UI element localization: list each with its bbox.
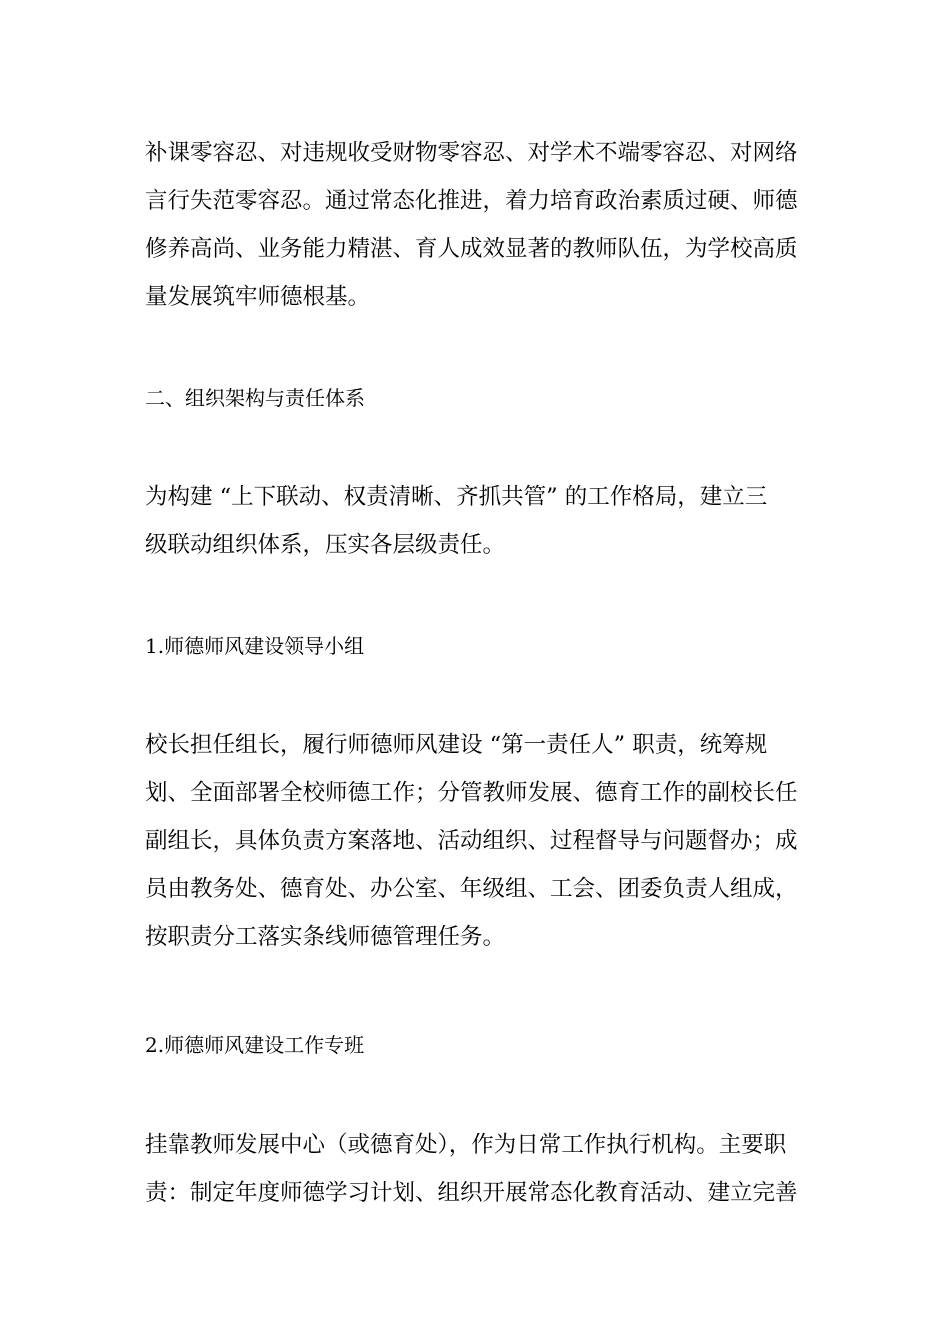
- section-heading: 二、组织架构与责任体系: [145, 386, 365, 410]
- subsection-heading: 2.师德师风建设工作专班: [145, 1033, 365, 1057]
- paragraph-line: 副组长，具体负责方案落地、活动组织、过程督导与问题督办；成: [145, 828, 798, 854]
- paragraph-line: 挂靠教师发展中心（或德育处），作为日常工作执行机构。主要职: [145, 1132, 787, 1158]
- paragraph-line: 言行失范零容忍。通过常态化推进，着力培育政治素质过硬、师德: [145, 188, 798, 214]
- paragraph-line: 量发展筑牢师德根基。: [145, 284, 371, 310]
- subsection-heading: 1.师德师风建设领导小组: [145, 634, 365, 658]
- paragraph-line: 修养高尚、业务能力精湛、育人成效显著的教师队伍，为学校高质: [145, 236, 798, 262]
- paragraph-line: 级联动组织体系，压实各层级责任。: [145, 532, 506, 558]
- paragraph-line: 责：制定年度师德学习计划、组织开展常态化教育活动、建立完善: [145, 1180, 798, 1206]
- paragraph-line: 补课零容忍、对违规收受财物零容忍、对学术不端零容忍、对网络: [145, 140, 798, 166]
- paragraph-line: 按职责分工落实条线师德管理任务。: [145, 924, 506, 950]
- paragraph-line: 校长担任组长，履行师德师风建设 “第一责任人” 职责，统筹规: [145, 732, 768, 758]
- paragraph-line: 划、全面部署全校师德工作；分管教师发展、德育工作的副校长任: [145, 780, 798, 806]
- paragraph-line: 员由教务处、德育处、办公室、年级组、工会、团委负责人组成，: [145, 876, 798, 902]
- paragraph-line: 为构建 “上下联动、权责清晰、齐抓共管” 的工作格局，建立三: [145, 484, 768, 510]
